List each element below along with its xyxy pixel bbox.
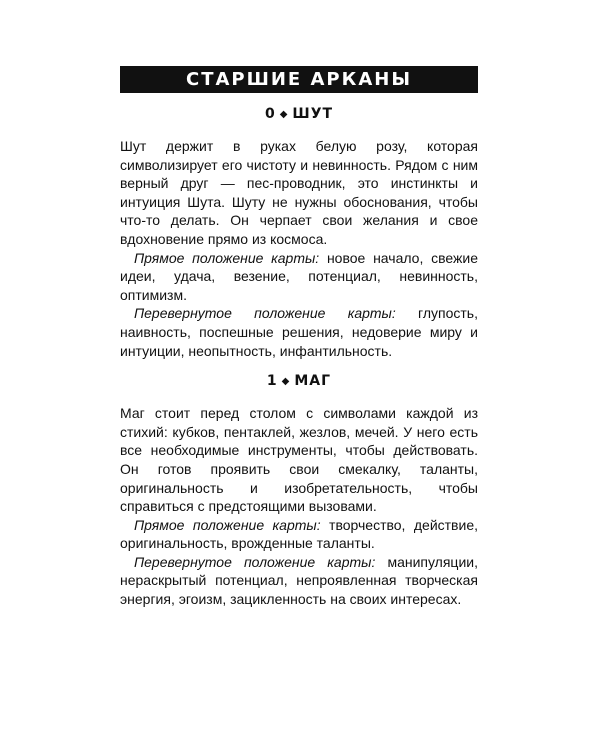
book-page (120, 66, 478, 609)
upright-meaning: творчество, действие, оригинальность, врожденные таланты. (120, 516, 478, 552)
arcana-name: ШУТ (292, 106, 334, 122)
magician-description: Маг стоит перед столом с символами каждой из стихий: кубков, пентаклей, жезлов, мечей. У него есть все необходимые инструменты, чтобы действовать. Он готов проявить свои смекалку, таланты, оригинальность и изобретательность, чтобы справиться с предстоящими вызовами. (120, 405, 478, 515)
section-heading-fool (120, 105, 478, 123)
upright-label: Прямое положение карты: (134, 249, 320, 266)
fool-reversed (120, 304, 478, 360)
arcana-number: 1 (266, 373, 278, 390)
reversed-meaning: манипуляции, нераскрытый потенциал, непроявленная творческая энергия, эгоизм, зацикленность на своих интересах. (120, 553, 478, 608)
reversed-label: Перевернутое положение карты: (134, 553, 376, 570)
chapter-banner: СТАРШИЕ АРКАНЫ (120, 66, 478, 93)
diamond-icon: ◆ (279, 109, 289, 120)
upright-meaning: новое начало, свежие идеи, удача, везение, потенциал, невинность, оптимизм. (120, 249, 478, 303)
arcana-name: МАГ (294, 373, 332, 390)
arcana-number: 0 (264, 106, 276, 122)
upright-label: Прямое положение карты: (134, 516, 321, 533)
magician-upright (120, 516, 478, 553)
reversed-label: Перевернутое положение карты: (134, 305, 396, 322)
section-heading-magician (120, 372, 478, 390)
reversed-meaning: глупость, наивность, поспешные решения, недоверие миру и интуиции, неопытность, инфантильность. (120, 305, 478, 359)
diamond-icon: ◆ (281, 376, 291, 388)
fool-upright (120, 249, 478, 305)
fool-description: Шут держит в руках белую розу, которая символизирует его чистоту и невинность. Рядом с ним верный друг — пес-проводник, это инстинкты и интуиция Шута. Шуту не нужны обоснования, чтобы что-то делать. Он черпает свои желания и свое вдохновение прямо из космоса. (120, 138, 478, 247)
magician-reversed (120, 553, 478, 609)
